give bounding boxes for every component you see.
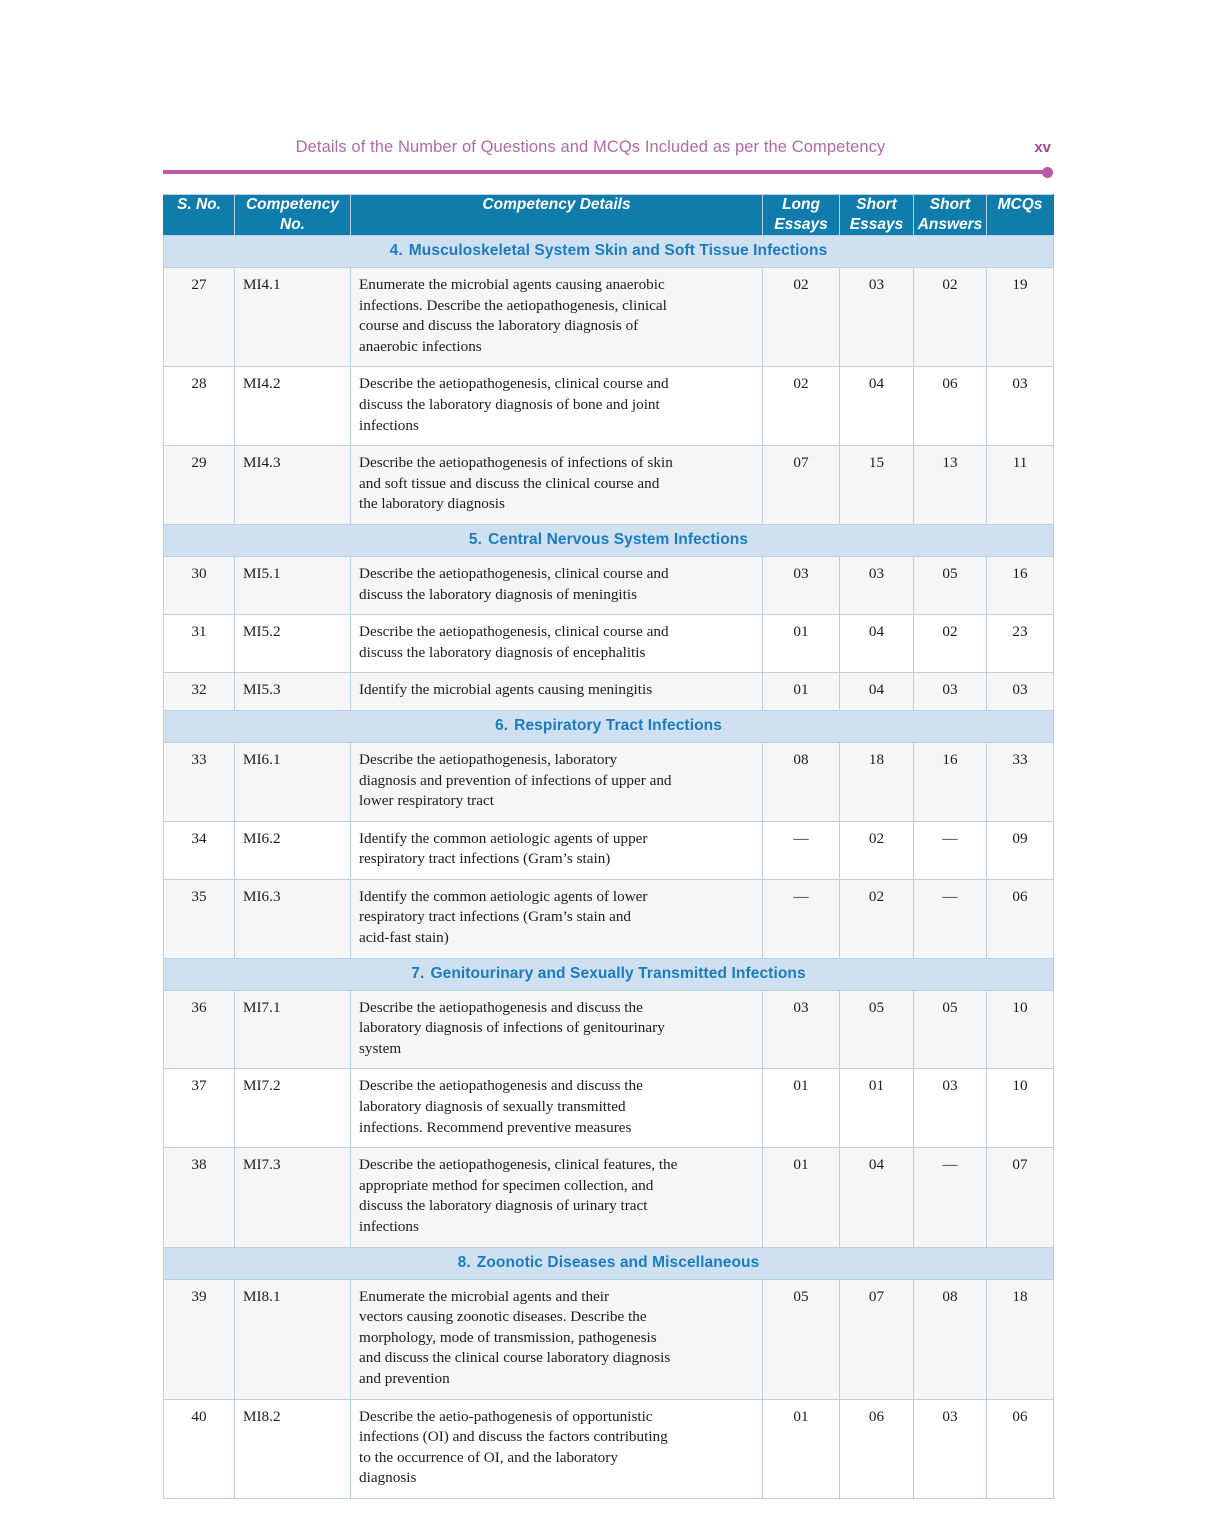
cell-short-answers: — xyxy=(914,879,987,958)
table-row xyxy=(164,1399,1054,1498)
details-line: discuss the laboratory diagnosis of urinary tract xyxy=(359,1197,648,1215)
cell-serial-number: 34 xyxy=(164,821,235,879)
cell-mcqs: 03 xyxy=(987,673,1054,711)
section-header-row xyxy=(164,524,1054,556)
cell-mcqs: 23 xyxy=(987,615,1054,673)
column-header-short-answers: Short Answers xyxy=(914,195,987,236)
cell-mcqs: 16 xyxy=(987,556,1054,614)
cell-competency-no: MI7.1 xyxy=(235,990,351,1069)
details-line: Describe the aetiopathogenesis, clinical course and xyxy=(359,623,669,641)
column-header-sno: S. No. xyxy=(164,195,235,236)
details-line: infections (OI) and discuss the factors contributing xyxy=(359,1428,668,1446)
cell-short-answers: 16 xyxy=(914,742,987,821)
section-number: 8. xyxy=(457,1253,471,1271)
cell-serial-number: 33 xyxy=(164,742,235,821)
details-line: respiratory tract infections (Gram’s stain and xyxy=(359,908,632,926)
cell-short-answers: — xyxy=(914,821,987,879)
cell-long-essays: 01 xyxy=(763,1148,840,1247)
cell-serial-number: 39 xyxy=(164,1279,235,1399)
section-number: 6. xyxy=(495,716,509,734)
column-header-short-essays: Short Essays xyxy=(840,195,914,236)
cell-short-essays: 15 xyxy=(840,446,914,525)
cell-serial-number: 29 xyxy=(164,446,235,525)
section-header-cell xyxy=(164,710,1054,742)
cell-competency-no: MI4.1 xyxy=(235,268,351,367)
cell-competency-no: MI5.1 xyxy=(235,556,351,614)
cell-long-essays: 01 xyxy=(763,1069,840,1148)
cell-long-essays: 01 xyxy=(763,615,840,673)
cell-short-essays: 02 xyxy=(840,879,914,958)
details-line: Describe the aetiopathogenesis, clinical features, the xyxy=(359,1156,678,1174)
cell-short-essays: 04 xyxy=(840,367,914,446)
details-line: discuss the laboratory diagnosis of meningitis xyxy=(359,585,637,603)
details-line: Identify the common aetiologic agents of lower xyxy=(359,887,648,905)
cell-long-essays: 05 xyxy=(763,1279,840,1399)
section-number: 5. xyxy=(468,530,483,548)
cell-competency-details xyxy=(351,673,763,711)
cell-long-essays: 01 xyxy=(763,673,840,711)
cell-short-essays: 03 xyxy=(840,268,914,367)
cell-short-answers: 05 xyxy=(914,990,987,1069)
section-title: Musculoskeletal System Skin and Soft Tissue Infections xyxy=(408,242,828,259)
cell-short-essays: 04 xyxy=(840,615,914,673)
details-line: vectors causing zoonotic diseases. Describe the xyxy=(359,1308,647,1326)
section-title: Respiratory Tract Infections xyxy=(514,716,722,734)
details-line: laboratory diagnosis of sexually transmitted xyxy=(359,1098,626,1116)
cell-long-essays: 07 xyxy=(763,446,840,525)
header-rule-line xyxy=(163,170,1047,174)
details-line: Describe the aetiopathogenesis and discuss the xyxy=(359,1077,643,1095)
section-header-row xyxy=(164,236,1054,268)
cell-short-answers: 03 xyxy=(914,1399,987,1498)
cell-competency-no: MI5.3 xyxy=(235,673,351,711)
section-header-cell xyxy=(164,524,1054,556)
details-line: Identify the microbial agents causing meningitis xyxy=(359,681,653,699)
cell-competency-details xyxy=(351,1279,763,1399)
section-number: 7. xyxy=(411,964,425,982)
header-rule xyxy=(163,167,1053,179)
cell-long-essays: 01 xyxy=(763,1399,840,1498)
cell-long-essays: 08 xyxy=(763,742,840,821)
cell-long-essays: 03 xyxy=(763,556,840,614)
cell-competency-no: MI7.2 xyxy=(235,1069,351,1148)
cell-long-essays: — xyxy=(763,821,840,879)
details-line: course and discuss the laboratory diagnosis of xyxy=(359,317,639,335)
cell-competency-no: MI8.1 xyxy=(235,1279,351,1399)
cell-mcqs: 11 xyxy=(987,446,1054,525)
cell-short-answers: 02 xyxy=(914,615,987,673)
details-line: Describe the aetiopathogenesis of infections of skin xyxy=(359,454,673,472)
details-line: Enumerate the microbial agents and their xyxy=(359,1287,610,1305)
section-header-row xyxy=(164,710,1054,742)
cell-competency-details xyxy=(351,742,763,821)
table-row xyxy=(164,1069,1054,1148)
table-row xyxy=(164,556,1054,614)
column-header-competency-no: Competency No. xyxy=(235,195,351,236)
cell-mcqs: 19 xyxy=(987,268,1054,367)
cell-competency-no: MI8.2 xyxy=(235,1399,351,1498)
cell-short-answers: 03 xyxy=(914,673,987,711)
details-line: discuss the laboratory diagnosis of encephalitis xyxy=(359,643,646,661)
page-number: xv xyxy=(1034,139,1051,156)
cell-mcqs: 03 xyxy=(987,367,1054,446)
cell-short-answers: 03 xyxy=(914,1069,987,1148)
section-header-cell xyxy=(164,236,1054,268)
cell-mcqs: 10 xyxy=(987,990,1054,1069)
cell-short-essays: 05 xyxy=(840,990,914,1069)
section-header-row xyxy=(164,958,1054,990)
table-row xyxy=(164,615,1054,673)
column-header-mcqs: MCQs xyxy=(987,195,1054,236)
details-line: respiratory tract infections (Gram’s stain) xyxy=(359,850,611,868)
table-header-row xyxy=(164,195,1054,236)
cell-serial-number: 32 xyxy=(164,673,235,711)
column-header-long-essays: Long Essays xyxy=(763,195,840,236)
section-title: Zoonotic Diseases and Miscellaneous xyxy=(476,1253,760,1271)
cell-mcqs: 10 xyxy=(987,1069,1054,1148)
cell-serial-number: 27 xyxy=(164,268,235,367)
cell-mcqs: 06 xyxy=(987,879,1054,958)
cell-serial-number: 35 xyxy=(164,879,235,958)
cell-mcqs: 09 xyxy=(987,821,1054,879)
cell-short-essays: 01 xyxy=(840,1069,914,1148)
cell-competency-details xyxy=(351,268,763,367)
cell-serial-number: 37 xyxy=(164,1069,235,1148)
cell-competency-no: MI7.3 xyxy=(235,1148,351,1247)
table-row xyxy=(164,446,1054,525)
cell-short-essays: 07 xyxy=(840,1279,914,1399)
cell-mcqs: 07 xyxy=(987,1148,1054,1247)
cell-mcqs: 06 xyxy=(987,1399,1054,1498)
cell-mcqs: 18 xyxy=(987,1279,1054,1399)
cell-competency-details xyxy=(351,821,763,879)
section-header-cell xyxy=(164,958,1054,990)
cell-short-essays: 06 xyxy=(840,1399,914,1498)
cell-short-answers: — xyxy=(914,1148,987,1247)
cell-competency-details xyxy=(351,446,763,525)
cell-competency-no: MI5.2 xyxy=(235,615,351,673)
cell-long-essays: 03 xyxy=(763,990,840,1069)
details-line: infections xyxy=(359,416,419,434)
cell-short-essays: 04 xyxy=(840,1148,914,1247)
section-header-row xyxy=(164,1247,1054,1279)
cell-competency-no: MI6.1 xyxy=(235,742,351,821)
table-header xyxy=(164,195,1054,236)
table-row xyxy=(164,268,1054,367)
cell-short-essays: 02 xyxy=(840,821,914,879)
column-header-competency-details: Competency Details xyxy=(351,195,763,236)
details-line: infections. Recommend preventive measures xyxy=(359,1118,632,1136)
section-number: 4. xyxy=(389,242,403,259)
cell-serial-number: 28 xyxy=(164,367,235,446)
details-line: infections. Describe the aetiopathogenesis, clinical xyxy=(359,296,667,314)
cell-serial-number: 40 xyxy=(164,1399,235,1498)
details-line: the laboratory diagnosis xyxy=(359,495,505,513)
cell-serial-number: 36 xyxy=(164,990,235,1069)
cell-serial-number: 31 xyxy=(164,615,235,673)
cell-competency-no: MI4.2 xyxy=(235,367,351,446)
cell-competency-details xyxy=(351,615,763,673)
details-line: Identify the common aetiologic agents of upper xyxy=(359,829,648,847)
cell-competency-details xyxy=(351,879,763,958)
details-line: appropriate method for specimen collection, and xyxy=(359,1176,654,1194)
details-line: Describe the aetio-pathogenesis of opportunistic xyxy=(359,1407,653,1425)
table-row xyxy=(164,673,1054,711)
cell-competency-details xyxy=(351,556,763,614)
cell-short-answers: 13 xyxy=(914,446,987,525)
cell-competency-details xyxy=(351,1148,763,1247)
cell-competency-no: MI6.3 xyxy=(235,879,351,958)
details-line: Describe the aetiopathogenesis, clinical course and xyxy=(359,375,669,393)
cell-serial-number: 38 xyxy=(164,1148,235,1247)
details-line: and prevention xyxy=(359,1369,450,1387)
table-row xyxy=(164,990,1054,1069)
cell-long-essays: — xyxy=(763,879,840,958)
cell-short-answers: 05 xyxy=(914,556,987,614)
table-row xyxy=(164,821,1054,879)
details-line: to the occurrence of OI, and the laboratory xyxy=(359,1448,618,1466)
table-row xyxy=(164,742,1054,821)
cell-short-essays: 04 xyxy=(840,673,914,711)
section-header-cell xyxy=(164,1247,1054,1279)
details-line: lower respiratory tract xyxy=(359,792,494,810)
details-line: morphology, mode of transmission, pathogenesis xyxy=(359,1328,657,1346)
details-line: system xyxy=(359,1039,402,1057)
cell-short-answers: 06 xyxy=(914,367,987,446)
cell-short-answers: 08 xyxy=(914,1279,987,1399)
details-line: acid-fast stain) xyxy=(359,929,449,947)
details-line: and soft tissue and discuss the clinical course and xyxy=(359,474,660,492)
cell-competency-details xyxy=(351,990,763,1069)
table-row xyxy=(164,879,1054,958)
details-line: laboratory diagnosis of infections of genitourinary xyxy=(359,1019,665,1037)
details-line: and discuss the clinical course laboratory diagnosis xyxy=(359,1349,671,1367)
details-line: Describe the aetiopathogenesis and discuss the xyxy=(359,998,643,1016)
cell-long-essays: 02 xyxy=(763,367,840,446)
cell-competency-no: MI4.3 xyxy=(235,446,351,525)
cell-competency-details xyxy=(351,1399,763,1498)
header-rule-dot-icon xyxy=(1042,167,1053,178)
competency-table xyxy=(163,194,1054,1499)
details-line: Describe the aetiopathogenesis, clinical course and xyxy=(359,564,669,582)
cell-competency-details xyxy=(351,1069,763,1148)
cell-short-essays: 03 xyxy=(840,556,914,614)
details-line: diagnosis xyxy=(359,1469,417,1487)
section-title: Central Nervous System Infections xyxy=(488,530,749,548)
table-row xyxy=(164,367,1054,446)
table-row xyxy=(164,1279,1054,1399)
cell-competency-no: MI6.2 xyxy=(235,821,351,879)
cell-competency-details xyxy=(351,367,763,446)
details-line: diagnosis and prevention of infections of upper and xyxy=(359,771,672,789)
table-body xyxy=(164,236,1054,1499)
cell-short-answers: 02 xyxy=(914,268,987,367)
cell-long-essays: 02 xyxy=(763,268,840,367)
details-line: discuss the laboratory diagnosis of bone and joint xyxy=(359,395,660,413)
details-line: anaerobic infections xyxy=(359,337,482,355)
section-title: Genitourinary and Sexually Transmitted Infections xyxy=(430,964,806,982)
cell-serial-number: 30 xyxy=(164,556,235,614)
table-row xyxy=(164,1148,1054,1247)
details-line: Describe the aetiopathogenesis, laboratory xyxy=(359,750,618,768)
details-line: Enumerate the microbial agents causing anaerobic xyxy=(359,276,665,293)
details-line: infections xyxy=(359,1218,419,1235)
cell-short-essays: 18 xyxy=(840,742,914,821)
cell-mcqs: 33 xyxy=(987,742,1054,821)
running-head-title: Details of the Number of Questions and MCQs Included as per the Competency xyxy=(295,138,886,156)
